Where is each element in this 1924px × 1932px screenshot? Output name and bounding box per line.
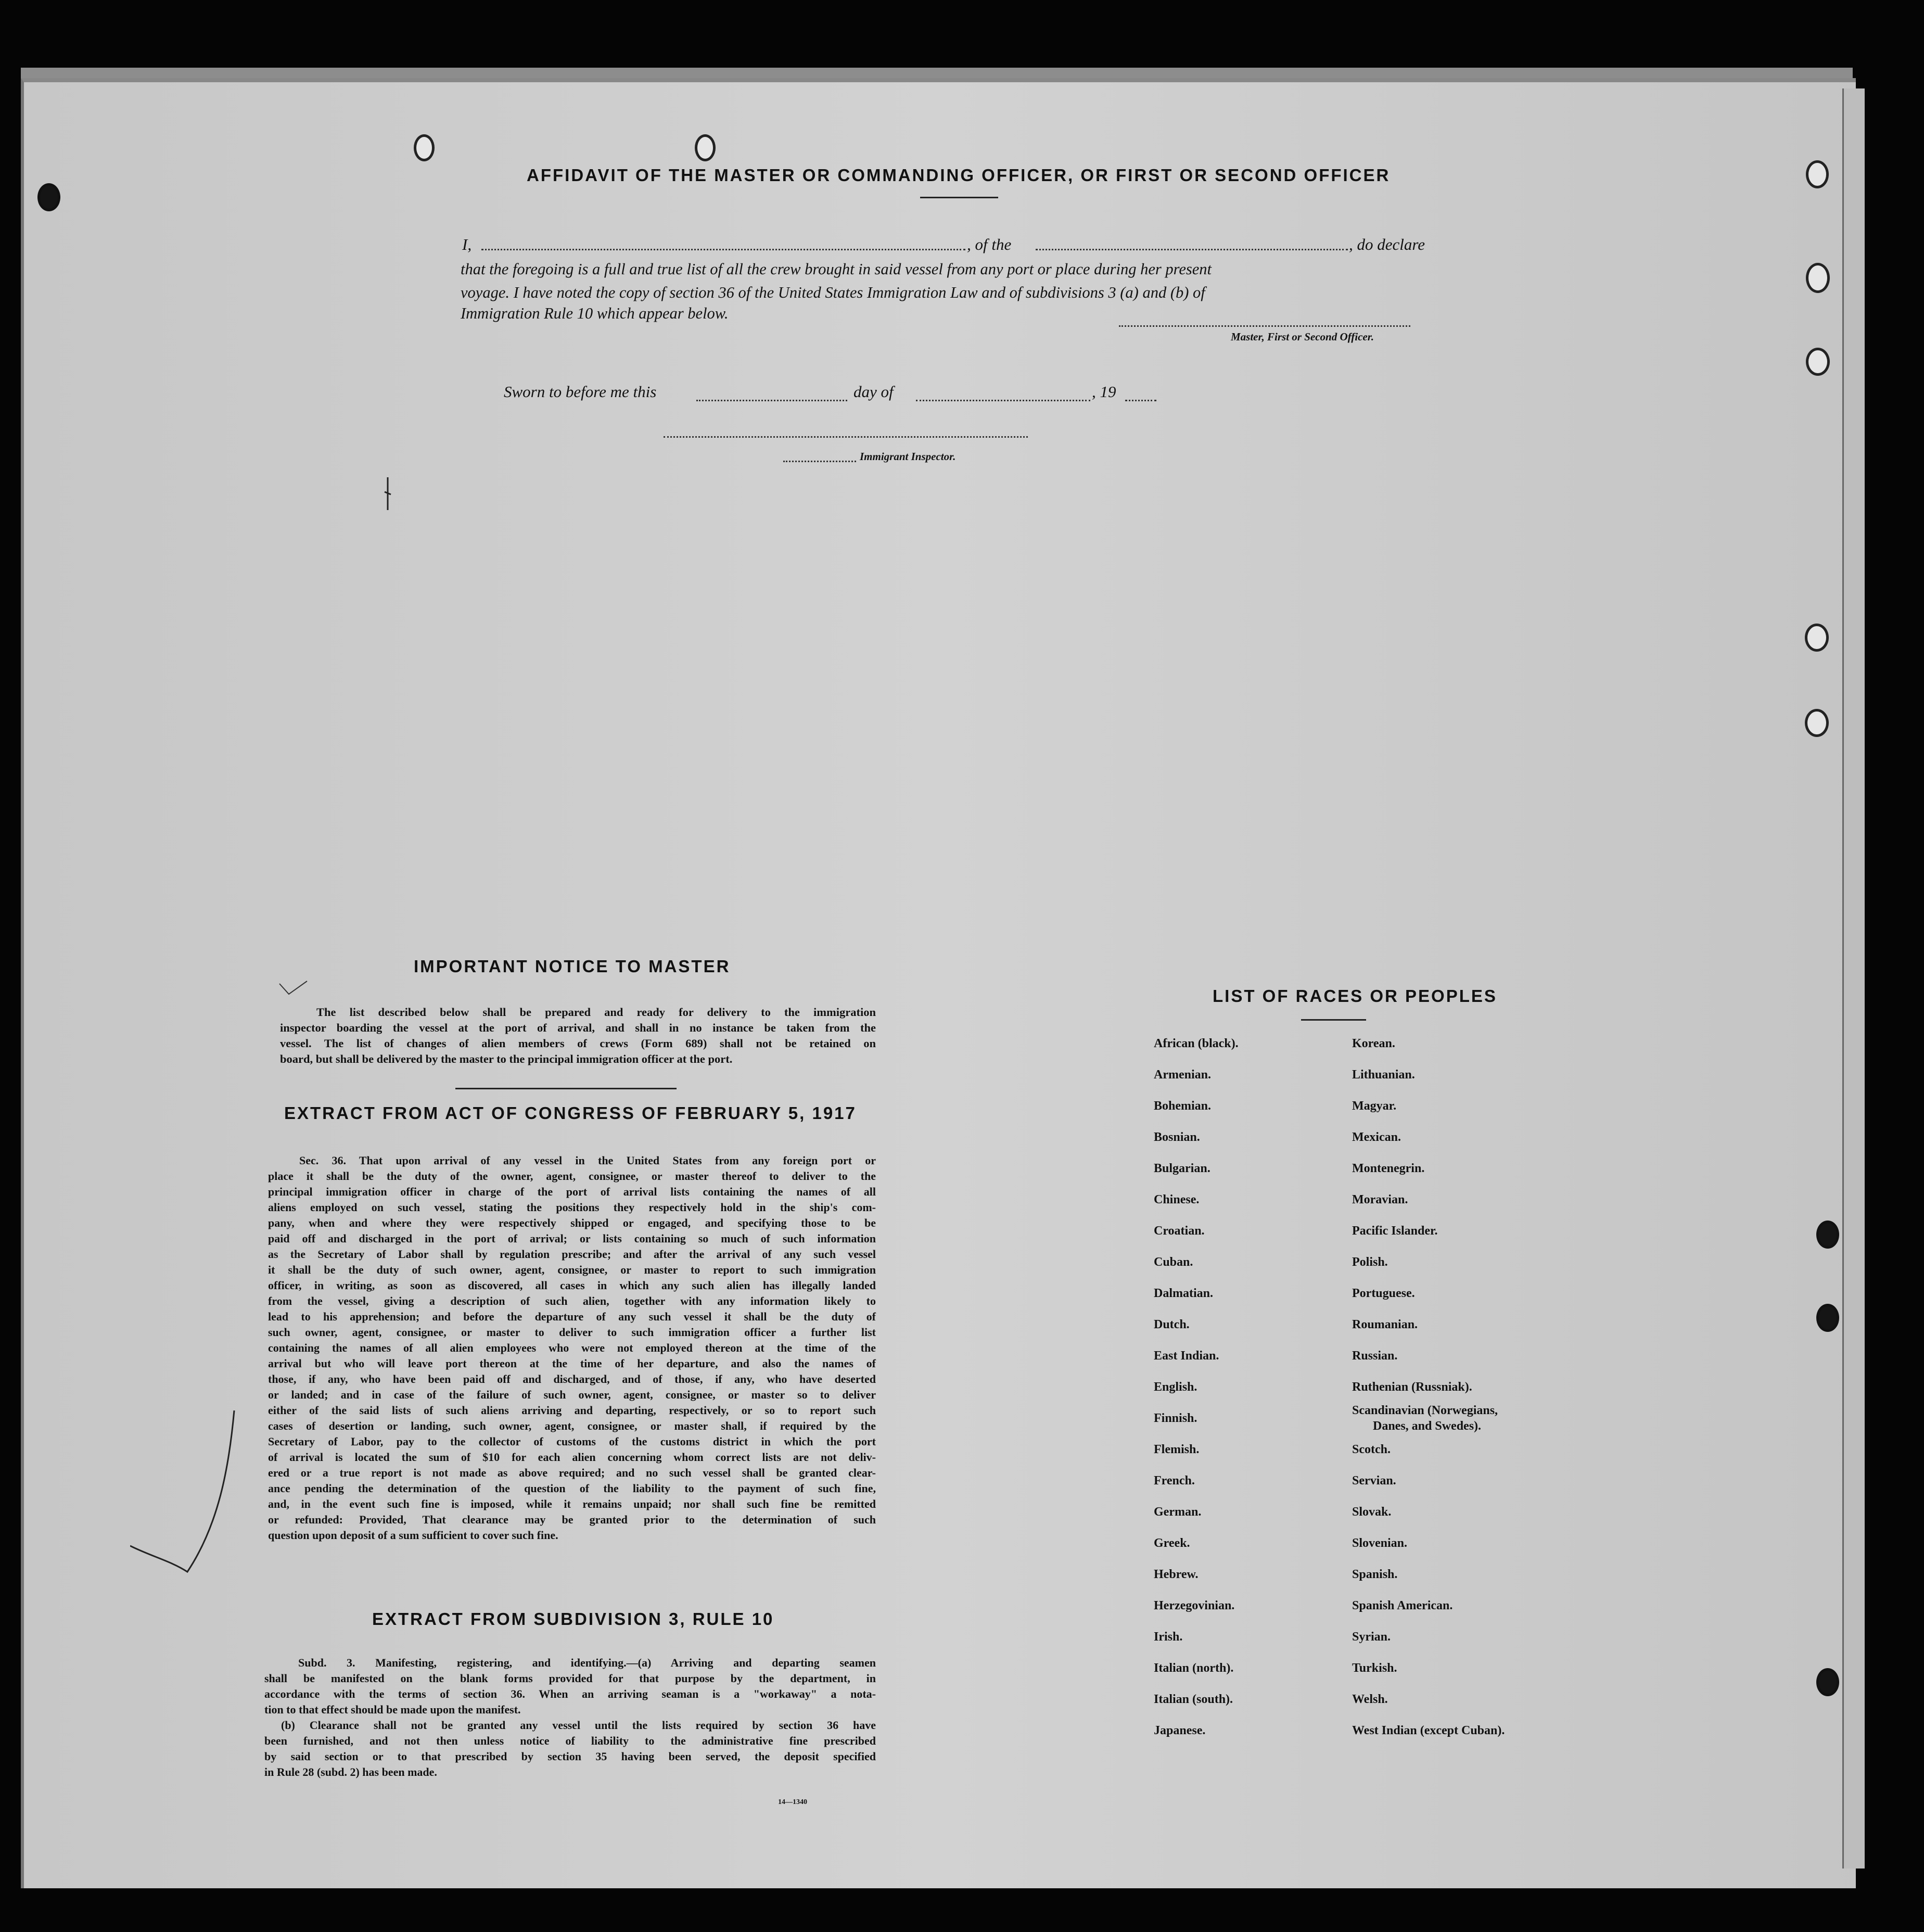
race-item: Japanese. — [1154, 1724, 1206, 1737]
affidavit-line-2: that the foregoing is a full and true list of all the crew brought in said vessel from any port or place during her present — [461, 260, 1212, 278]
binder-hole — [1806, 160, 1829, 188]
pencil-tick-mark — [383, 476, 393, 513]
act-line: Sec. 36. That upon arrival of any vessel in the United States from any foreign port or — [299, 1154, 876, 1167]
act-line: place it shall be the duty of the owner, agent, consignee, or master thereof to deliver to the — [268, 1170, 876, 1183]
act-line: Secretary of Labor, pay to the collector of customs of the customs district in which the port — [268, 1435, 876, 1448]
rule-line: (b) Clearance shall not be granted any vessel until the lists required by section 36 have — [281, 1719, 876, 1732]
race-item: Magyar. — [1352, 1099, 1397, 1113]
race-item: Flemish. — [1154, 1443, 1200, 1456]
races-title-underline — [1301, 1019, 1366, 1021]
binder-hole — [1806, 263, 1830, 293]
race-item: Moravian. — [1352, 1193, 1408, 1206]
race-item: Lithuanian. — [1352, 1068, 1415, 1082]
rule-line: shall be manifested on the blank forms provided for that purpose by the department, in — [264, 1672, 876, 1685]
race-item: Ruthenian (Russniak). — [1352, 1380, 1472, 1394]
race-item: Portuguese. — [1352, 1287, 1415, 1300]
act-line: of arrival is located the sum of $10 for each alien concerning whom correct lists are not deliv- — [268, 1451, 876, 1464]
act-line: cases of desertion or landing, such owner, agent, consignee, or master shall, if required by the — [268, 1419, 876, 1432]
extract-rule-title: EXTRACT FROM SUBDIVISION 3, RULE 10 — [372, 1609, 774, 1629]
race-item: Spanish. — [1352, 1568, 1398, 1581]
race-item: Servian. — [1352, 1474, 1396, 1488]
race-item: Syrian. — [1352, 1630, 1391, 1644]
act-line: or refunded: Provided, That clearance may be granted prior to the determination of such — [268, 1513, 876, 1526]
act-line: officer, in writing, as soon as discovered, all cases in which any such alien has illegally landed — [268, 1279, 876, 1292]
name-field[interactable] — [481, 249, 965, 250]
notice-text — [280, 1005, 876, 1067]
notice-line: inspector boarding the vessel at the port of arrival, and shall in no instance be taken from the — [280, 1021, 876, 1034]
binder-hole — [414, 134, 435, 161]
binder-hole — [1816, 1668, 1839, 1696]
affidavit-title-underline — [920, 197, 998, 198]
act-line: arrival but who will leave port thereon at the time of her departure, and also the names of — [268, 1357, 876, 1370]
affidavit-line-3: voyage. I have noted the copy of section 36 of the United States Immigration Law and of subdivisions 3 (a) and (b) of — [461, 284, 1205, 301]
races-column-1 — [1154, 1028, 1239, 1746]
binder-hole — [1816, 1221, 1839, 1249]
race-item-scandinavian-cont: Danes, and Swedes). — [1373, 1419, 1482, 1433]
act-line: lead to his apprehension; and before the departure of any such vessel it shall be the duty of — [268, 1310, 876, 1323]
act-line: containing the names of all alien employees who were not employed thereon at the time of the — [268, 1341, 876, 1354]
rule-line: accordance with the terms of section 36. When an arriving seaman is a "workaway" a nota- — [264, 1687, 876, 1700]
inspector-name-field[interactable] — [783, 461, 856, 462]
notice-line: board, but shall be delivered by the master to the principal immigration officer at the port. — [280, 1052, 733, 1065]
race-item: Italian (south). — [1154, 1693, 1233, 1706]
affidavit-title: AFFIDAVIT OF THE MASTER OR COMMANDING OFFICER, OR FIRST OR SECOND OFFICER — [527, 166, 1391, 185]
act-line: question upon deposit of a sum sufficient to cover such fine. — [268, 1529, 558, 1542]
act-line: as the Secretary of Labor shall by regulation prescribe; and after the arrival of any such vessel — [268, 1248, 876, 1261]
inspector-signature-field[interactable] — [664, 436, 1028, 438]
race-item: East Indian. — [1154, 1349, 1219, 1363]
race-item: Montenegrin. — [1352, 1162, 1425, 1175]
binder-hole — [1805, 624, 1829, 652]
inspector-caption: Immigrant Inspector. — [860, 450, 956, 463]
sworn-day-of: day of — [853, 383, 894, 401]
act-line: or landed; and in case of the failure of such owner, agent, consignee, or master so to deliver — [268, 1388, 876, 1401]
race-item: Bosnian. — [1154, 1130, 1200, 1144]
race-item: Greek. — [1154, 1536, 1190, 1550]
race-item: Turkish. — [1352, 1661, 1397, 1675]
act-line: those, if any, who have been paid off and discharged, and of those, if any, who have deserted — [268, 1372, 876, 1386]
extract-act-title: EXTRACT FROM ACT OF CONGRESS OF FEBRUARY 5, 1917 — [284, 1103, 857, 1123]
act-line: ance pending the determination of the question of the liability to the payment of such fine, — [268, 1482, 876, 1495]
pencil-check-mark — [278, 978, 310, 999]
act-line: from the vessel, giving a description of such alien, together with any information likely to — [268, 1294, 876, 1307]
sworn-month-field[interactable] — [916, 400, 1090, 401]
race-item — [1352, 1403, 1505, 1434]
race-item-scandinavian: Scandinavian (Norwegians, — [1352, 1404, 1498, 1417]
rule-line: tion to that effect should be made upon the manifest. — [264, 1703, 521, 1716]
race-item: Slovak. — [1352, 1505, 1392, 1519]
race-item: Scotch. — [1352, 1443, 1391, 1456]
race-item: Korean. — [1352, 1037, 1395, 1050]
extract-act-text — [268, 1153, 876, 1543]
race-item: Spanish American. — [1352, 1599, 1453, 1612]
vessel-field[interactable] — [1036, 249, 1348, 250]
binder-hole — [695, 134, 716, 161]
race-item: Slovenian. — [1352, 1536, 1408, 1550]
sworn-year: , 19 — [1092, 383, 1116, 401]
race-item: Irish. — [1154, 1630, 1183, 1644]
signature-field[interactable] — [1119, 325, 1410, 327]
race-item: Roumanian. — [1352, 1318, 1418, 1331]
race-item: English. — [1154, 1380, 1197, 1394]
race-item: Hebrew. — [1154, 1568, 1199, 1581]
binder-hole — [1805, 709, 1829, 737]
race-item: Bohemian. — [1154, 1099, 1212, 1113]
notice-line: The list described below shall be prepared and ready for delivery to the immigration — [316, 1006, 876, 1019]
page-edge-right — [1842, 88, 1865, 1869]
act-line: either of the said lists of such aliens arriving and departing, respectively, or so to report such — [268, 1404, 876, 1417]
affidavit-of-the: , of the — [967, 235, 1012, 253]
act-line: it shall be the duty of such owner, agent, consignee, or master to report to such immigration — [268, 1263, 876, 1276]
act-line: ered or a true report is not made as above required; and no such vessel shall be granted clear- — [268, 1466, 876, 1479]
rule-line: by said section or to that prescribed by section 35 having been served, the deposit specified — [264, 1750, 876, 1763]
race-item: Armenian. — [1154, 1068, 1211, 1082]
form-number: 14—1340 — [778, 1798, 807, 1806]
act-line: and, in the event such fine is imposed, while it remains unpaid; nor shall such fine be remitted — [268, 1497, 876, 1510]
affidavit-declare: , do declare — [1349, 235, 1425, 253]
notice-title: IMPORTANT NOTICE TO MASTER — [414, 957, 731, 976]
act-line: aliens employed on such vessel, stating the positions they respectively hold in the ship's com- — [268, 1201, 876, 1214]
race-item: Russian. — [1352, 1349, 1398, 1363]
signature-caption: Master, First or Second Officer. — [1231, 331, 1374, 343]
rule-line: in Rule 28 (subd. 2) has been made. — [264, 1765, 437, 1778]
race-item: Finnish. — [1154, 1412, 1197, 1425]
race-item: Herzegovinian. — [1154, 1599, 1235, 1612]
race-item: German. — [1154, 1505, 1202, 1519]
act-line: principal immigration officer in charge of the port of arrival lists containing the names of all — [268, 1185, 876, 1198]
act-line: paid off and discharged in the port of arrival; or lists containing so much of such information — [268, 1232, 876, 1245]
binder-hole — [1806, 348, 1830, 376]
act-line: such owner, agent, consignee, or master to deliver to such immigration officer a further list — [268, 1326, 876, 1339]
rule-line: Subd. 3. Manifesting, registering, and identifying.—(a) Arriving and departing seamen — [298, 1656, 876, 1669]
race-item: Cuban. — [1154, 1255, 1193, 1269]
sworn-year-field[interactable] — [1125, 400, 1156, 401]
binder-hole — [37, 183, 60, 211]
section-divider — [455, 1088, 677, 1089]
race-item: French. — [1154, 1474, 1195, 1488]
pencil-curve-mark — [130, 1405, 286, 1587]
extract-rule-text — [264, 1655, 876, 1780]
sworn-prefix: Sworn to before me this — [504, 383, 657, 401]
notice-line: vessel. The list of changes of alien members of crews (Form 689) shall not be retained on — [280, 1037, 876, 1050]
race-item: Italian (north). — [1154, 1661, 1234, 1675]
race-item: African (black). — [1154, 1037, 1239, 1050]
race-item: Dutch. — [1154, 1318, 1190, 1331]
binder-hole — [1816, 1304, 1839, 1332]
race-item: Welsh. — [1352, 1693, 1388, 1706]
race-item: Polish. — [1352, 1255, 1388, 1269]
races-title: LIST OF RACES OR PEOPLES — [1213, 986, 1497, 1006]
race-item: Chinese. — [1154, 1193, 1200, 1206]
sworn-day-field[interactable] — [696, 400, 847, 401]
race-item: West Indian (except Cuban). — [1352, 1724, 1505, 1737]
race-item: Bulgarian. — [1154, 1162, 1211, 1175]
race-item: Croatian. — [1154, 1224, 1205, 1238]
act-line: pany, when and where they were respectively shipped or engaged, and specifying those to be — [268, 1216, 876, 1229]
race-item: Mexican. — [1352, 1130, 1401, 1144]
affidavit-i: I, — [462, 235, 472, 253]
rule-line: been furnished, and not then unless notice of liability to the administrative fine prescribed — [264, 1734, 876, 1747]
affidavit-line-4: Immigration Rule 10 which appear below. — [461, 304, 729, 322]
race-item: Dalmatian. — [1154, 1287, 1213, 1300]
race-item: Pacific Islander. — [1352, 1224, 1438, 1238]
races-column-2 — [1352, 1028, 1505, 1746]
